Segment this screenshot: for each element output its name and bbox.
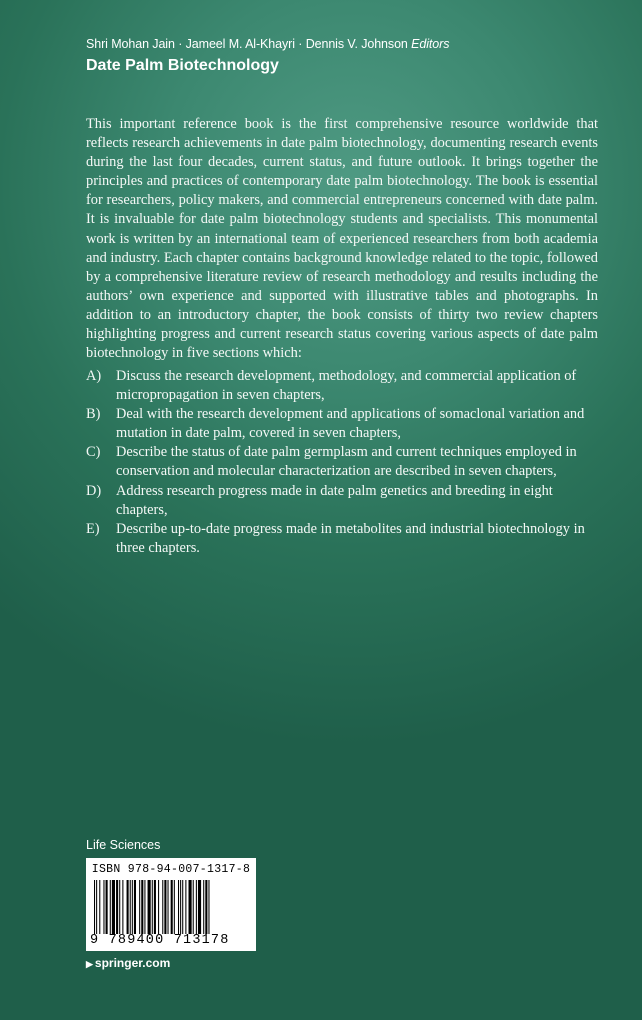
- section-letter: D): [86, 482, 102, 499]
- section-item: [86, 367, 598, 405]
- section-text: Address research progress made in date palm genetics and breeding in eight chapters,: [116, 482, 553, 518]
- isbn-number: ISBN 978-94-007-1317-8: [91, 863, 251, 876]
- editors-role: Editors: [411, 37, 450, 51]
- isbn-barcode: [86, 858, 256, 951]
- sections-list: [86, 367, 598, 558]
- editors-names: Shri Mohan Jain · Jameel M. Al-Khayri · Dennis V. Johnson: [86, 37, 408, 51]
- ean-number: 9 789400 713178: [90, 933, 230, 948]
- section-item: [86, 482, 598, 520]
- section-text: Describe the status of date palm germplasm and current techniques employed in conservation and molecular characterization are described in seven chapters,: [116, 444, 577, 480]
- publisher-footer[interactable]: [86, 956, 170, 970]
- section-letter: B): [86, 406, 101, 423]
- section-text: Discuss the research development, methodology, and commercial application of micropropagation in seven chapters,: [116, 368, 577, 404]
- section-letter: C): [86, 444, 101, 461]
- subject-category: Life Sciences: [86, 838, 161, 852]
- description-text: This important reference book is the first comprehensive resource worldwide that reflects research achievements in date palm biotechnology, documenting research events during the last four decades, current status, and future outlook. It brings together the principles and practices of contemporary date palm biotechnology. The book is essential for researchers, policy makers, and commercial entrepreneurs concerned with date palm. It is invaluable for date palm biotechnology students and specialists. This monumental work is written by an international team of experienced researchers from both academia and industry. Each chapter contains background knowledge related to the topic, followed by a comprehensive literature review of research methodology and results including the authors’ own experience and supported with illustrative tables and photographs. In addition to an introductory chapter, the book consists of thirty two review chapters highlighting progress and current research status covering various aspects of date palm biotechnology in five sections which:: [86, 116, 598, 362]
- section-letter: A): [86, 368, 102, 384]
- publisher-link[interactable]: springer.com: [94, 956, 171, 970]
- barcode-bars: [94, 880, 248, 934]
- header: [86, 37, 449, 75]
- section-text: Describe up-to-date progress made in metabolites and industrial biotechnology in three chapters.: [116, 520, 585, 556]
- section-letter: E): [86, 520, 100, 537]
- section-text: Deal with the research development and applications of somaclonal variation and mutation in date palm, covered in seven chapters,: [116, 406, 585, 442]
- editors-line: [86, 37, 449, 51]
- book-description: [86, 115, 598, 363]
- section-item: [86, 405, 598, 443]
- section-item: [86, 443, 598, 481]
- arrow-right-icon: ▶: [86, 959, 93, 969]
- book-title: Date Palm Biotechnology: [86, 57, 279, 74]
- section-item: [86, 520, 598, 558]
